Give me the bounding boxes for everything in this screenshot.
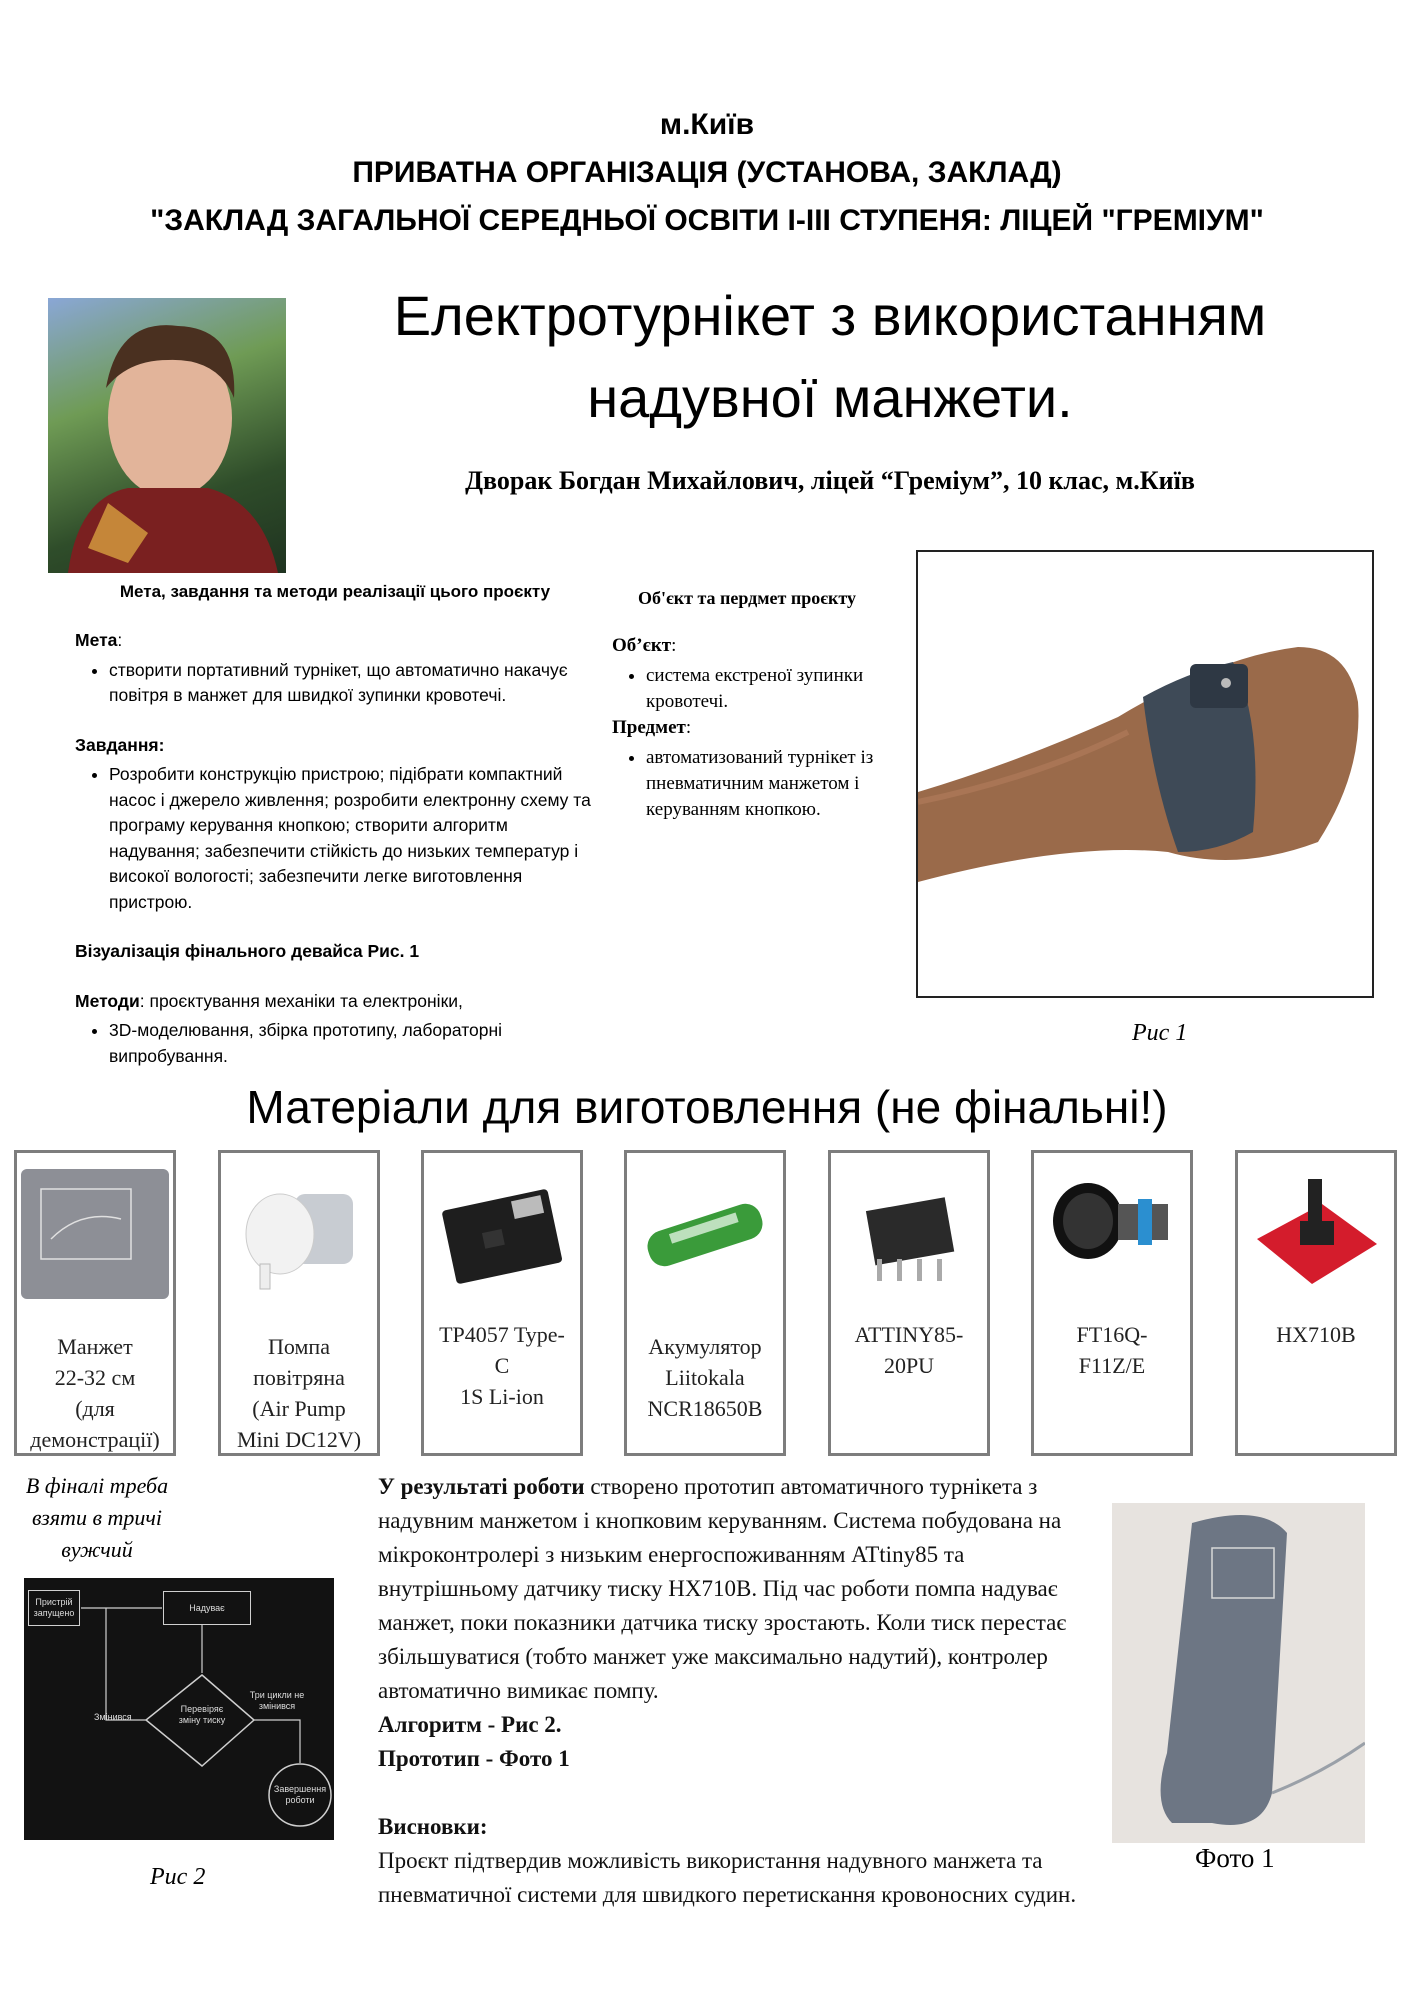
cuff-image: [21, 1159, 169, 1309]
material-pump: [218, 1150, 380, 1456]
flow-check: Перевіряє зміну тиску: [178, 1704, 226, 1725]
material-label-battery: Акумулятор Liitokala NCR18650B: [647, 1334, 763, 1421]
material-label-pump: Помпа повітряна (Air Pump Mini DC12V): [236, 1334, 362, 1452]
photo-1-caption: Фото 1: [1195, 1843, 1275, 1873]
project-title-line1: Електротурнікет з використанням: [393, 284, 1267, 347]
flow-inflate: Надуває: [163, 1591, 251, 1625]
methods-label: Методи: [75, 990, 140, 1011]
tasks-label: Завдання:: [75, 734, 165, 755]
conclusions-text: Проєкт підтвердив можливість використання надувного манжета та пневматичної системи для швидкого перетискання кровоносних судин.: [378, 1848, 1077, 1907]
battery-image: [631, 1159, 779, 1309]
material-label-chip: ATTINY85- 20PU: [854, 1322, 964, 1378]
material-cuff: [14, 1150, 176, 1456]
material-button: [1031, 1150, 1193, 1456]
material-label-charger: TP4057 Type- C 1S Li-ion: [439, 1322, 565, 1409]
figure-1-caption: Рис 1: [1132, 1020, 1188, 1046]
object-section: Об'єкт та пердмет проєкту Об’єкт: • система екстреної зупинки кровотечі. Предмет: • автоматизований турнікет із пневматичним манжетом і керуванням кнопкою.: [612, 588, 882, 823]
material-label-button: FT16Q- F11Z/E: [1076, 1322, 1148, 1378]
city-heading: м.Київ: [659, 108, 755, 141]
school-heading: "ЗАКЛАД ЗАГАЛЬНОЇ СЕРЕДНЬОЇ ОСВІТИ І-ІІІ СТУПЕНЯ: ЛІЦЕЙ "ГРЕМІУМ": [150, 204, 1264, 237]
object-item: • система екстреної зупинки кровотечі.: [646, 663, 882, 715]
tasks-item: • Розробити конструкцію пристрою; підібрати компактний насос і джерело живлення; розробити електронну схему та програму керування кнопкою; створити алгоритм надування; забезпечити стійкість до низьких температур і високої вологості; забезпечити легке виготовлення пристрою.: [109, 762, 595, 915]
pump-image: [225, 1159, 373, 1309]
flow-start: Пристрій запущено: [28, 1590, 80, 1626]
methods-text: : проєктування механіки та електроніки,: [139, 990, 463, 1011]
flow-finish: Завершення роботи: [273, 1784, 327, 1805]
material-sensor: [1235, 1150, 1397, 1456]
flow-three-cycles-label: Три цикли не змінився: [249, 1690, 305, 1711]
aim-label: Мета: [75, 630, 118, 650]
results-lead: У результаті роботи: [378, 1474, 585, 1499]
goals-section: Мета, завдання та методи реалізації цього проєкту Мета: • створити портативний турнікет, що автоматично накачує повітря в манжет для швидкої зупинки кровотечі. Завдання: • Розробити конструкцію пристрою; підібрати компактний насос і джерело живлення; розробити електронну схему та програму керування кнопкою; створити алгоритм надування; забезпечити стійкість до низьких температур і високої вологості; забезпечити легке виготовлення пристрою. Візуалізація фінального девайса Рис. 1 Методи: проєктування механіки та електроніки, • 3D-моделювання, збірка прототипу, лабораторні випробування.: [75, 582, 595, 1069]
figure-2-caption: Рис 2: [150, 1864, 206, 1890]
results-paragraph: [378, 1470, 1078, 1708]
material-charger: [421, 1150, 583, 1456]
cuff-note: В фіналі треба взяти в тричі вужчий: [25, 1473, 169, 1562]
photo-1-prototype: [1112, 1503, 1365, 1843]
subject-item: • автоматизований турнікет із пневматичним манжетом і керуванням кнопкою.: [646, 745, 882, 823]
goals-heading: Мета, завдання та методи реалізації цього проєкту: [119, 582, 551, 601]
author-photo: [48, 298, 286, 573]
chip-image: [835, 1159, 983, 1309]
conclusions-label: Висновки:: [378, 1814, 488, 1839]
figure-2-flowchart: [24, 1578, 334, 1840]
button-image: [1038, 1159, 1186, 1309]
results-text: створено прототип автоматичного турнікета з надувним манжетом і кнопковим керуванням. Система побудована на мікроконтролері з низьким енергоспоживанням ATtiny85 та внутрішньому датчику тиску HX710B. Під час роботи помпа надуває манжет, поки показники датчика тиску зростають. Коли тиск перестає збільшуватися (тобто манжет уже максимально надутий), контролер автоматично вимикає помпу.: [378, 1474, 1067, 1703]
material-battery: [624, 1150, 786, 1456]
visualization-note: Візуалізація фінального девайса Рис. 1: [75, 941, 420, 961]
methods-item: • 3D-моделювання, збірка прототипу, лабораторні випробування.: [109, 1018, 595, 1069]
project-title-line2: надувної манжети.: [587, 366, 1073, 429]
results-section: [378, 1470, 1078, 1912]
object-label: Об’єкт: [612, 635, 672, 656]
organization-heading: ПРИВАТНА ОРГАНІЗАЦІЯ (УСТАНОВА, ЗАКЛАД): [352, 156, 1062, 189]
subject-label: Предмет: [612, 717, 686, 738]
figure-1-device-render: [916, 550, 1374, 998]
material-chip: [828, 1150, 990, 1456]
materials-heading: Матеріали для виготовлення (не фінальні!): [246, 1081, 1168, 1133]
author-line: Дворак Богдан Михайлович, ліцей “Греміум”, 10 клас, м.Київ: [465, 466, 1195, 495]
algorithm-ref: Алгоритм - Рис 2.: [378, 1712, 562, 1737]
prototype-ref: Прототип - Фото 1: [378, 1746, 570, 1771]
material-label-cuff: Манжет 22-32 см (для демонстрації): [30, 1334, 160, 1452]
charger-board-image: [428, 1159, 576, 1309]
aim-item: • створити портативний турнікет, що автоматично накачує повітря в манжет для швидкої зупинки кровотечі.: [109, 658, 595, 709]
pressure-sensor-image: [1242, 1159, 1390, 1309]
object-heading: Об'єкт та пердмет проєкту: [637, 588, 857, 608]
material-label-sensor: HX710B: [1276, 1322, 1356, 1347]
flow-changed-label: Змінився: [94, 1712, 132, 1722]
